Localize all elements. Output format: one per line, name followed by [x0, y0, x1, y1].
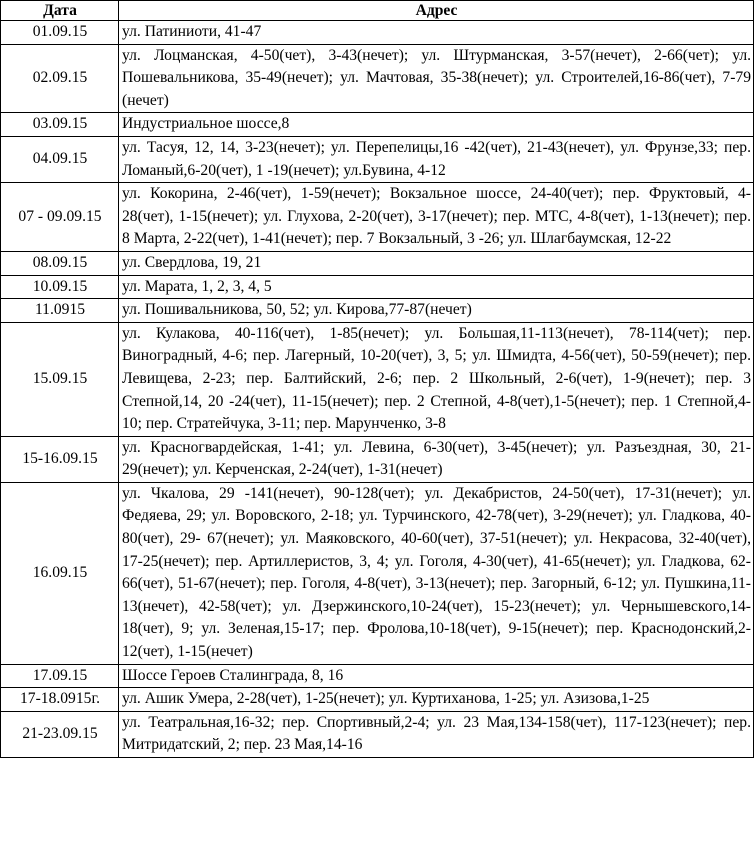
- address-cell: ул. Театральная,16-32; пер. Спортивный,2-4; ул. 23 Мая,134-158(чет), 117-123(нечет); пер. Митридатский, 2; пер. 23 Мая,14-16: [119, 711, 754, 757]
- table-row: [1, 183, 754, 252]
- address-cell: ул. Тасуя, 12, 14, 3-23(нечет); ул. Перепелицы,16 -42(чет), 21-43(нечет), ул. Фрунзе,33; пер. Ломаный,6-20(чет), 1 -19(нечет); ул.Бувина, 4-12: [119, 136, 754, 182]
- table-row: [1, 711, 754, 757]
- table-row: [1, 21, 754, 45]
- address-cell: ул. Марата, 1, 2, 3, 4, 5: [119, 275, 754, 299]
- date-cell: 17-18.0915г.: [1, 688, 119, 712]
- header-date: Дата: [1, 1, 119, 21]
- table-row: [1, 322, 754, 436]
- table-row: [1, 436, 754, 482]
- date-cell: 15.09.15: [1, 322, 119, 436]
- date-cell: 03.09.15: [1, 113, 119, 137]
- address-cell: Шоссе Героев Сталинграда, 8, 16: [119, 664, 754, 688]
- date-cell: 01.09.15: [1, 21, 119, 45]
- date-cell: 08.09.15: [1, 251, 119, 275]
- address-cell: ул. Пошивальникова, 50, 52; ул. Кирова,77-87(нечет): [119, 299, 754, 323]
- date-cell: 11.0915: [1, 299, 119, 323]
- table-row: [1, 275, 754, 299]
- date-cell: 10.09.15: [1, 275, 119, 299]
- schedule-body: [1, 21, 754, 758]
- address-cell: ул. Кулакова, 40-116(чет), 1-85(нечет); ул. Большая,11-113(нечет), 78-114(чет); пер. Виноградный, 4-6; пер. Лагерный, 10-20(чет), 3, 5; ул. Шмидта, 4-56(чет), 50-59(нечет); пер. Левищева, 2-23; пер. Балтийский, 2-6; пер. 2 Школьный, 2-6(чет), 1-9(нечет); пер. 3 Степной,14, 20 -24(чет), 11-15(нечет); пер. 2 Степной, 4-8(чет),1-5(нечет); пер. 1 Степной,4-10; пер. Стратейчука, 3-11; пер. Марунченко, 3-8: [119, 322, 754, 436]
- address-cell: ул. Лоцманская, 4-50(чет), 3-43(нечет); ул. Штурманская, 3-57(нечет), 2-66(чет); ул. Пошевальникова, 35-49(нечет); ул. Мачтовая, 35-38(нечет); ул. Строителей,16-86(чет), 7-79 (нечет): [119, 44, 754, 113]
- address-cell: ул. Чкалова, 29 -141(нечет), 90-128(чет); ул. Декабристов, 24-50(чет), 17-31(нечет); ул. Федяева, 29; ул. Воровского, 2-18; ул. Турчинского, 42-78(чет), 3-29(нечет); ул. Гладкова, 40- 80(чет), 29- 67(нечет); ул. Маяковского, 40-60(чет), 37-51(нечет); ул. Некрасова, 32-40(чет), 17-25(нечет); пер. Артиллеристов, 3, 4; ул. Гоголя, 4-30(чет), 41-65(нечет); ул. Гладкова, 62-66(чет), 51-67(нечет); пер. Гоголя, 4-8(чет), 3-13(нечет); пер. Загорный, 6-12; ул. Пушкина,11-13(нечет), 42-58(чет); ул. Дзержинского,10-24(чет), 15-23(нечет); ул. Чернышевского,14-18(чет), 9; ул. Зеленая,15-17; пер. Фролова,10-18(чет), 9-15(нечет); пер. Краснодонский,2-12(чет), 1-15(нечет): [119, 482, 754, 664]
- table-row: [1, 44, 754, 113]
- address-cell: ул. Свердлова, 19, 21: [119, 251, 754, 275]
- table-row: [1, 136, 754, 182]
- date-cell: 21-23.09.15: [1, 711, 119, 757]
- table-row: [1, 664, 754, 688]
- date-cell: 04.09.15: [1, 136, 119, 182]
- date-cell: 15-16.09.15: [1, 436, 119, 482]
- table-row: [1, 299, 754, 323]
- table-row: [1, 251, 754, 275]
- header-address: Адрес: [119, 1, 754, 21]
- address-cell: ул. Патиниоти, 41-47: [119, 21, 754, 45]
- table-row: [1, 113, 754, 137]
- address-cell: ул. Красногвардейская, 1-41; ул. Левина, 6-30(чет), 3-45(нечет); ул. Разъездная, 30, 21-29(нечет); ул. Керченская, 2-24(чет), 1-31(нечет): [119, 436, 754, 482]
- date-cell: 02.09.15: [1, 44, 119, 113]
- header-row: [1, 1, 754, 21]
- address-cell: ул. Кокорина, 2-46(чет), 1-59(нечет); Вокзальное шоссе, 24-40(чет); пер. Фруктовый, 4-28(чет), 1-15(нечет); ул. Глухова, 2-20(чет), 3-17(нечет); пер. МТС, 4-8(чет), 1-13(нечет); пер. 8 Марта, 2-22(чет), 1-41(нечет); пер. 7 Вокзальный, 3 -26; ул. Шлагбаумская, 12-22: [119, 183, 754, 252]
- date-cell: 17.09.15: [1, 664, 119, 688]
- table-row: [1, 688, 754, 712]
- address-cell: Индустриальное шоссе,8: [119, 113, 754, 137]
- address-cell: ул. Ашик Умера, 2-28(чет), 1-25(нечет); ул. Куртиханова, 1-25; ул. Азизова,1-25: [119, 688, 754, 712]
- date-cell: 16.09.15: [1, 482, 119, 664]
- date-cell: 07 - 09.09.15: [1, 183, 119, 252]
- table-row: [1, 482, 754, 664]
